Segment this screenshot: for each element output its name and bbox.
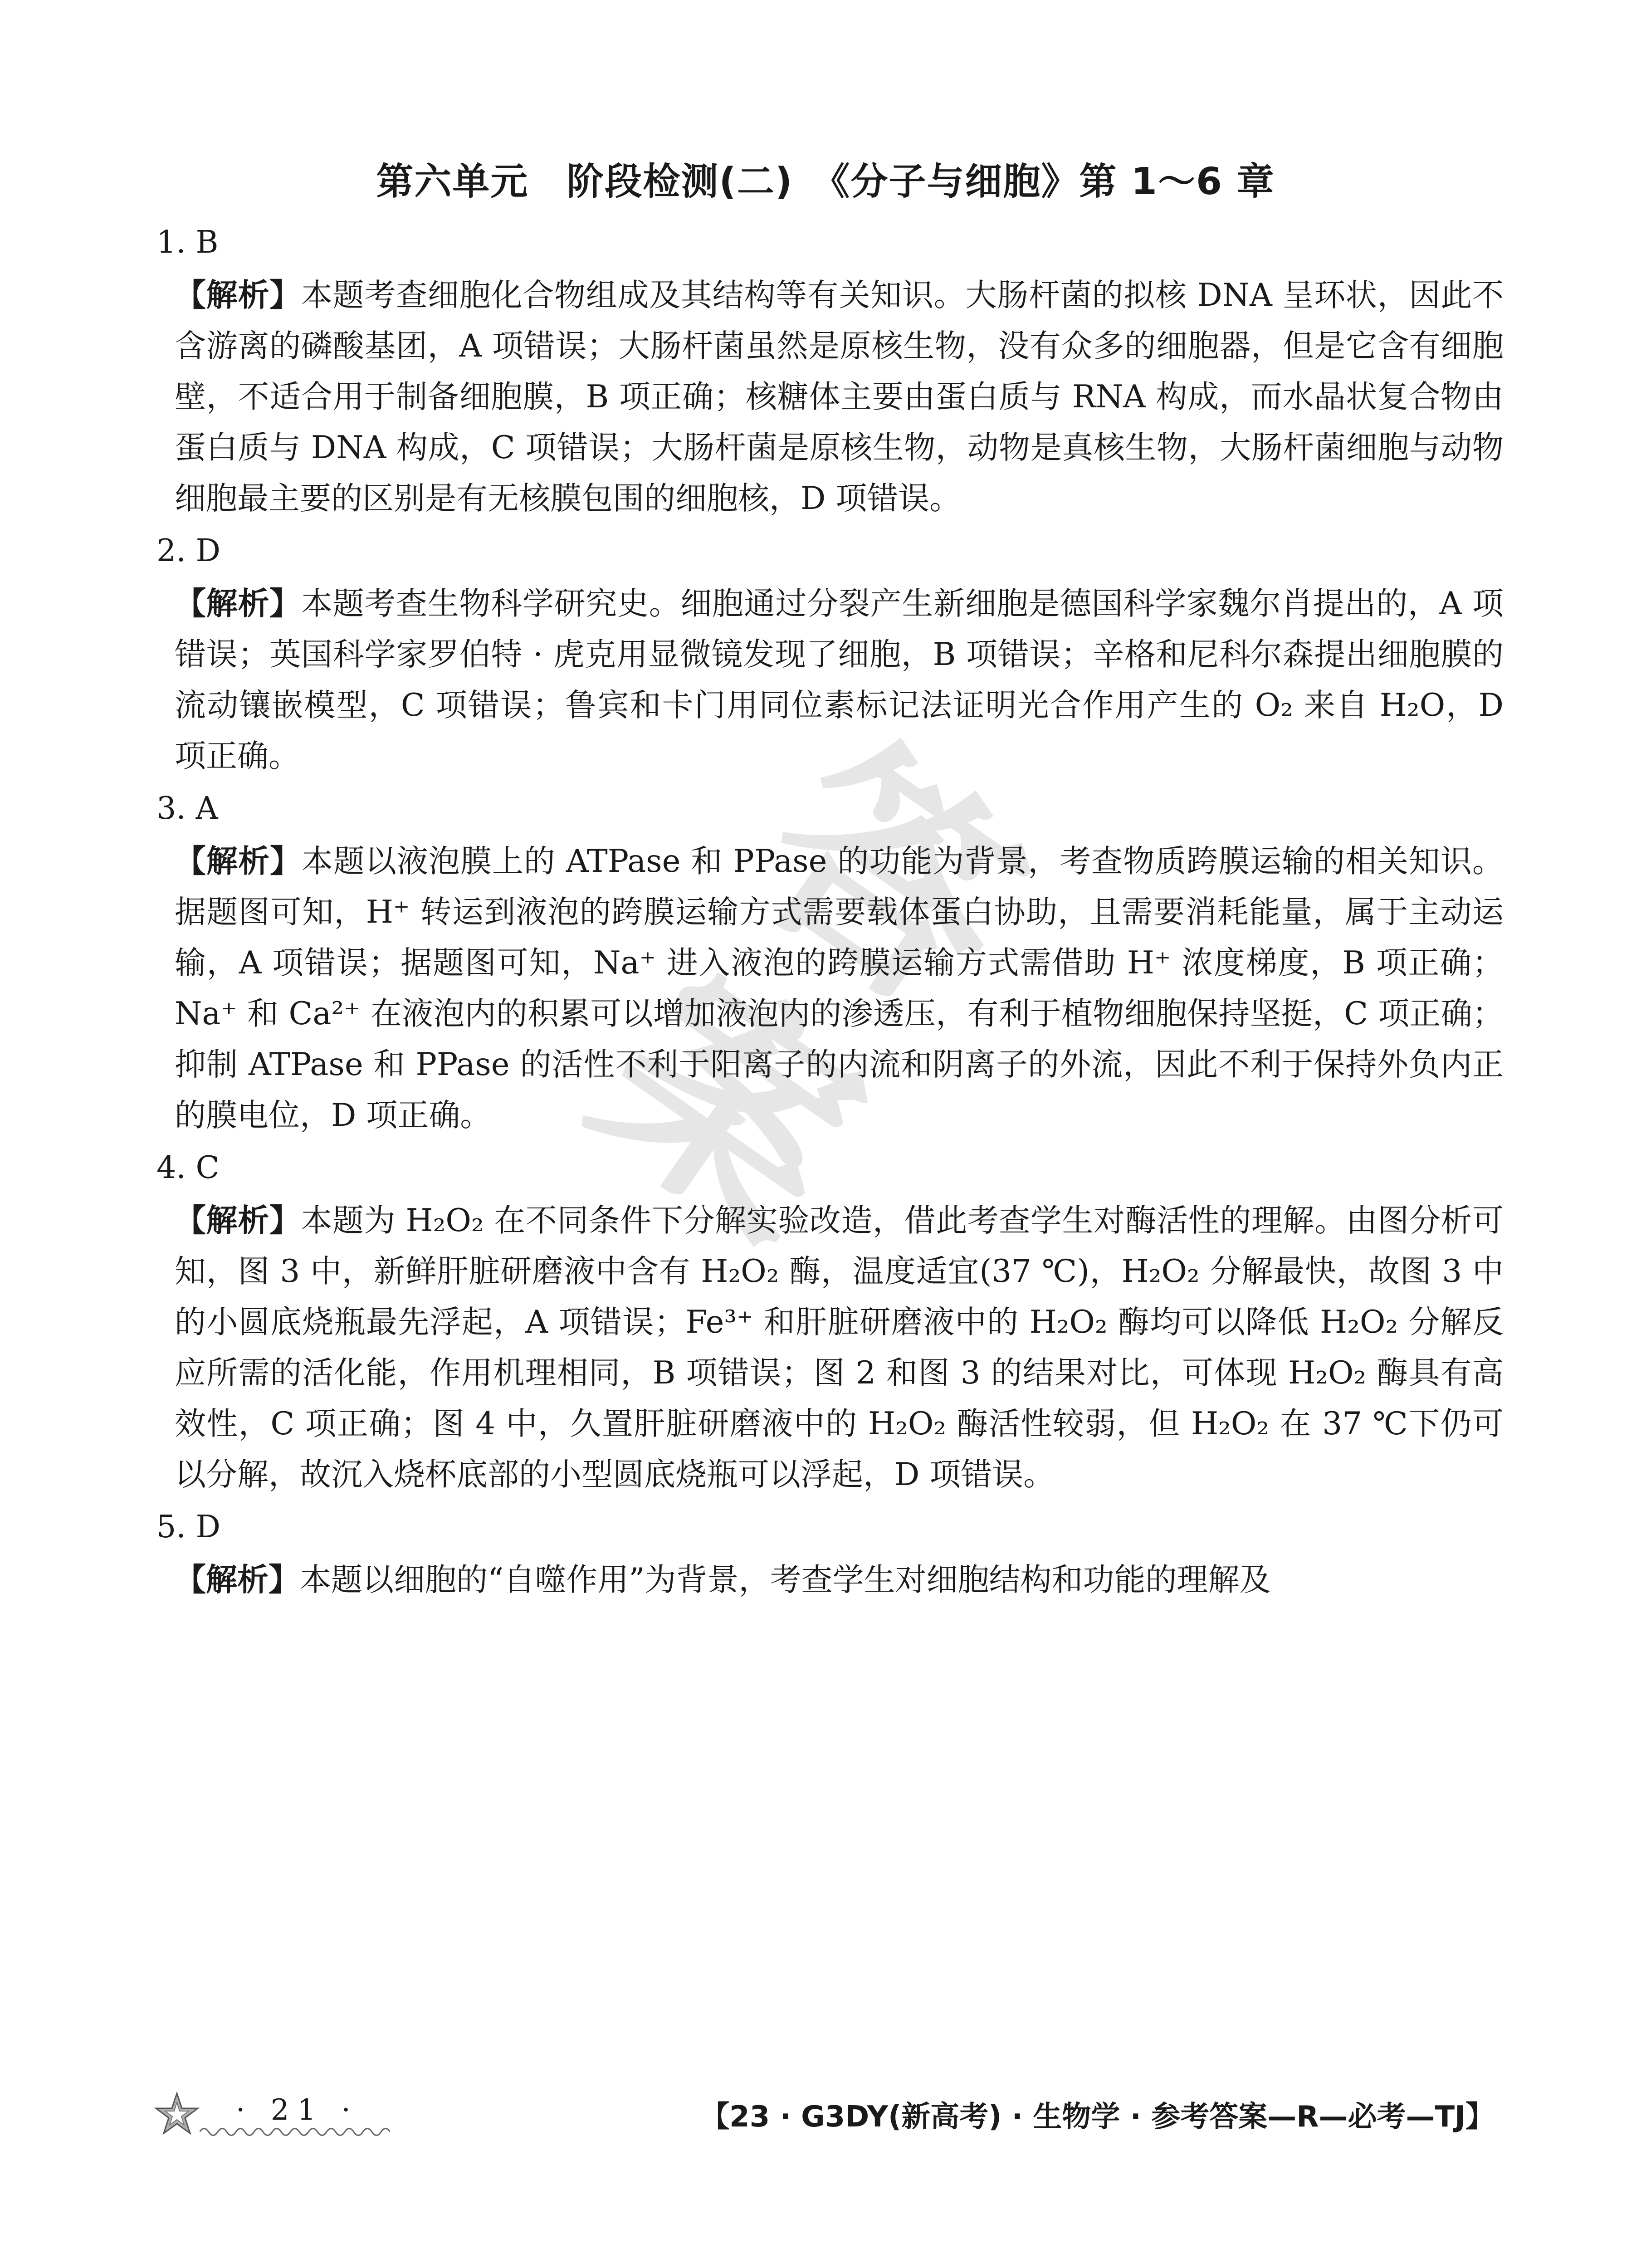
- question-number: 3. A: [156, 791, 218, 826]
- analysis-tag: 【解析】: [175, 277, 301, 313]
- analysis-paragraph: [175, 836, 1504, 1141]
- analysis-text: 本题考查细胞化合物组成及其结构等有关知识。大肠杆菌的拟核 DNA 呈环状，因此不含游离的磷酸基团，A 项错误；大肠杆菌虽然是原核生物，没有众多的细胞器，但是它含有细胞壁，不适合用于制备细胞膜，B 项正确；核糖体主要由蛋白质与 RNA 构成，而水晶状复合物由蛋白质与 DNA 构成，C 项错误；大肠杆菌是原核生物，动物是真核生物，大肠杆菌细胞与动物细胞最主要的区别是有无核膜包围的细胞核，D 项错误。: [175, 277, 1504, 517]
- analysis-text: 本题以细胞的“自噬作用”为背景，考查学生对细胞结构和功能的理解及: [300, 1562, 1271, 1598]
- analysis-text: 本题考查生物科学研究史。细胞通过分裂产生新细胞是德国科学家魏尔肖提出的，A 项错误；英国科学家罗伯特 · 虎克用显微镜发现了细胞，B 项错误；辛格和尼科尔森提出细胞膜的流动镶嵌模型，C 项错误；鲁宾和卡门用同位素标记法证明光合作用产生的 O₂ 来自 H₂O，D 项正确。: [175, 586, 1504, 774]
- answer-list: [156, 215, 1504, 1605]
- analysis-tag: 【解析】: [175, 843, 302, 880]
- question-number: 5. D: [156, 1509, 221, 1545]
- question-number: 1. B: [156, 225, 219, 260]
- question-number: 2. D: [156, 533, 221, 569]
- analysis-tag: 【解析】: [175, 1202, 301, 1239]
- question-3: [156, 782, 1504, 1141]
- analysis-text: 本题为 H₂O₂ 在不同条件下分解实验改造，借此考查学生对酶活性的理解。由图分析可知，图 3 中，新鲜肝脏研磨液中含有 H₂O₂ 酶，温度适宜(37 ℃)，H₂O₂ 分解最快，故图 3 中的小圆底烧瓶最先浮起，A 项错误；Fe³⁺ 和肝脏研磨液中的 H₂O₂ 酶均可以降低 H₂O₂ 分解反应所需的活化能，作用机理相同，B 项错误；图 2 和图 3 的结果对比，可体现 H₂O₂ 酶具有高效性，C 项正确；图 4 中，久置肝脏研磨液中的 H₂O₂ 酶活性较弱，但 H₂O₂ 在 37 ℃下仍可以分解，故沉入烧杯底部的小型圆底烧瓶可以浮起，D 项错误。: [175, 1202, 1504, 1493]
- footer-code: 【23 · G3DY(新高考) · 生物学 · 参考答案—R—必考—TJ】: [700, 2100, 1495, 2134]
- page-number: · 21 ·: [236, 2093, 359, 2127]
- analysis-paragraph: [175, 270, 1504, 524]
- question-2: [156, 524, 1504, 782]
- question-1: [156, 215, 1504, 524]
- watermark: 答案: [553, 698, 1066, 1289]
- analysis-tag: 【解析】: [175, 586, 301, 622]
- star-logo-icon: [154, 2091, 200, 2136]
- wave-decoration: [200, 2125, 390, 2139]
- page-footer: [0, 2082, 1651, 2182]
- analysis-paragraph: [175, 1195, 1504, 1500]
- analysis-tag: 【解析】: [175, 1562, 300, 1598]
- question-number: 4. C: [156, 1150, 220, 1186]
- analysis-paragraph: [175, 1554, 1504, 1605]
- question-5: [156, 1500, 1504, 1605]
- question-4: [156, 1141, 1504, 1500]
- analysis-paragraph: [175, 578, 1504, 782]
- page-title: 第六单元 阶段检测(二) 《分子与细胞》第 1～6 章: [376, 160, 1275, 203]
- analysis-text: 本题以液泡膜上的 ATPase 和 PPase 的功能为背景，考查物质跨膜运输的相关知识。据题图可知，H⁺ 转运到液泡的跨膜运输方式需要载体蛋白协助，且需要消耗能量，属于主动运输，A 项错误；据题图可知，Na⁺ 进入液泡的跨膜运输方式需借助 H⁺ 浓度梯度，B 项正确；Na⁺ 和 Ca²⁺ 在液泡内的积累可以增加液泡内的渗透压，有利于植物细胞保持坚挺，C 项正确；抑制 ATPase 和 PPase 的活性不利于阳离子的内流和阴离子的外流，因此不利于保持外负内正的膜电位，D 项正确。: [175, 843, 1504, 1134]
